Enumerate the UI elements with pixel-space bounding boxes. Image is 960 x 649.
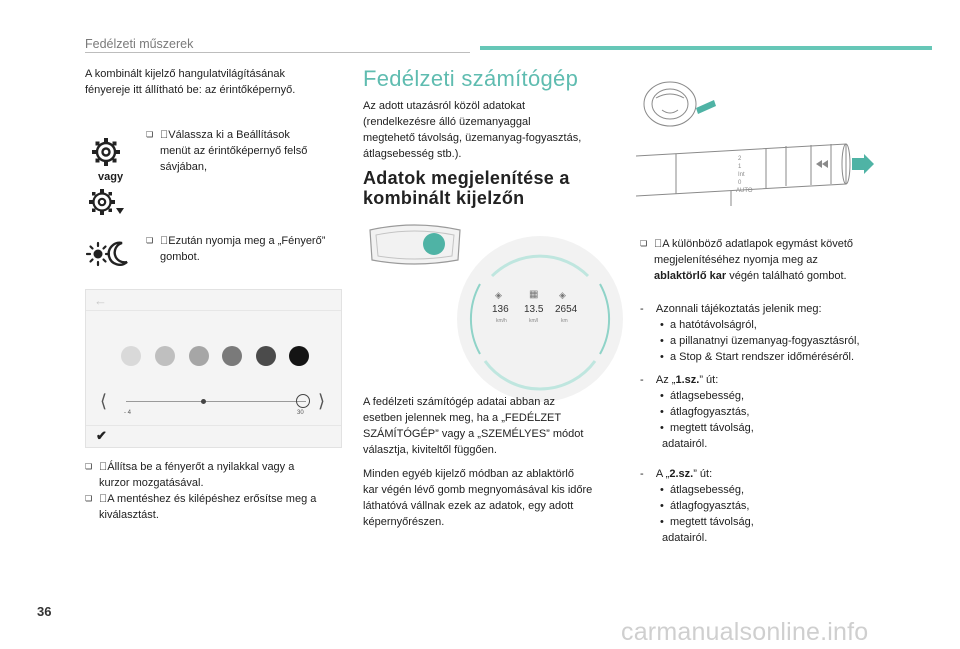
gauge-value-distance: 2654: [555, 304, 578, 315]
middle-para1: A fedélzeti számítógép adatai abban az esetben jelennek meg, ha a „FEDÉLZET SZÁMÍTÓGÉP” vagy a „SZEMÉLYES” módot választja, kiviteltől függően.: [363, 396, 584, 456]
brightness-swatch-5[interactable]: [256, 346, 276, 366]
checkbox-icon: ❏: [146, 130, 154, 139]
decrease-arrow-icon[interactable]: ⟨: [100, 391, 108, 411]
trip1-info: - Az „1.sz.” út: • átlagsebesség, • átlagfogyasztás, • megtett távolság, adatairól.: [640, 374, 754, 450]
brightness-swatch-6[interactable]: [289, 346, 309, 366]
stalk-label-0: 0: [738, 180, 742, 186]
trip2-info: - A „2.sz.” út: • átlagsebesség, • átlagfogyasztás, • megtett távolság, adatairól.: [640, 468, 754, 544]
fuel-icon: ▦: [529, 289, 539, 300]
brightness-slider-track[interactable]: [126, 401, 306, 402]
step2: ❏ Ezután nyomja meg a „Fényerő” gombot.: [146, 235, 326, 263]
confirm-check-icon[interactable]: ✔: [96, 428, 107, 443]
gauge-unit-speed: km/h: [496, 318, 507, 324]
right-bullet1: ❏ A különböző adatlapok egymást követő megjelenítéséhez nyomja meg az ablaktörlő kar végén található gombot.: [640, 238, 854, 282]
brightness-swatch-3[interactable]: [189, 346, 209, 366]
middle-intro: Az adott utazásról közöl adatokat (rendelkezésre álló üzemanyaggal megtehető távolság, üzemanyag-fogyasztás, átlagsebesség stb.).: [363, 100, 582, 160]
section-title: Fedélzeti műszerek: [85, 37, 194, 51]
header-rule-accent: [480, 46, 932, 50]
distance-icon: ◈: [559, 290, 566, 300]
gauge-unit-consumption: km/l: [529, 318, 539, 324]
instant-info: - Azonnali tájékoztatás jelenik meg: • a hatótávolságról, • a pillanatnyi üzemanyag-fogyasztásról, • a Stop & Start rendszer időméréséről.: [640, 303, 860, 363]
brightness-slider-handle[interactable]: [296, 394, 310, 408]
sub-heading: Adatok megjelenítése a kombinált kijelzőn: [363, 168, 570, 208]
stalk-label-auto: AUTO: [736, 188, 753, 194]
gear-chevron-icon: [88, 188, 128, 223]
brightness-screen: [85, 289, 342, 448]
or-label: vagy: [98, 171, 124, 183]
stalk-label-2: 2: [738, 156, 742, 162]
slider-min-label: - 4: [124, 410, 132, 416]
section-heading: Fedélzeti számítógép: [363, 66, 579, 91]
brightness-swatch-2[interactable]: [155, 346, 175, 366]
page-number: 36: [37, 604, 52, 619]
stalk-label-int: Int: [738, 172, 745, 178]
gear-icon: [90, 136, 122, 173]
trip-computer-gauge: [457, 236, 623, 402]
increase-arrow-icon[interactable]: ⟩: [318, 391, 326, 411]
steps-3-4: ❏ Állítsa be a fényerőt a nyilakkal vagy a kurzor mozgatásával. ❏ A mentéshez és kilépéshez erősítse meg a kiválasztást.: [85, 461, 317, 521]
back-arrow-icon[interactable]: ←: [94, 293, 107, 308]
gauge-unit-distance: km: [561, 318, 568, 324]
speed-icon: ◈: [495, 290, 502, 300]
watermark: carmanualsonline.info: [621, 618, 869, 646]
cluster-illustration: [364, 222, 466, 273]
header-rule-left: [85, 52, 470, 53]
wiper-stalk-illustration: [636, 76, 876, 219]
stalk-label-1: 1: [738, 164, 742, 170]
step1: ❏ Válassza ki a Beállítások menüt az érintőképernyő felső sávjában,: [146, 129, 308, 173]
slider-max-label: 30: [297, 410, 304, 416]
middle-para2: Minden egyéb kijelző módban az ablaktörlő kar végén lévő gomb megnyomásával kis időre láthatóvá vállnak ezek az adatok, egy adott képernyőrészen.: [363, 468, 593, 528]
brightness-swatch-4[interactable]: [222, 346, 242, 366]
brightness-swatch-1[interactable]: [121, 346, 141, 366]
gauge-value-consumption: 13.5: [524, 304, 544, 315]
left-intro: A kombinált kijelző hangulatvilágításának fényereje itt állítható be: az érintőképernyő.: [85, 68, 296, 96]
gauge-value-speed: 136: [492, 304, 509, 315]
brightness-icon: [86, 240, 130, 273]
